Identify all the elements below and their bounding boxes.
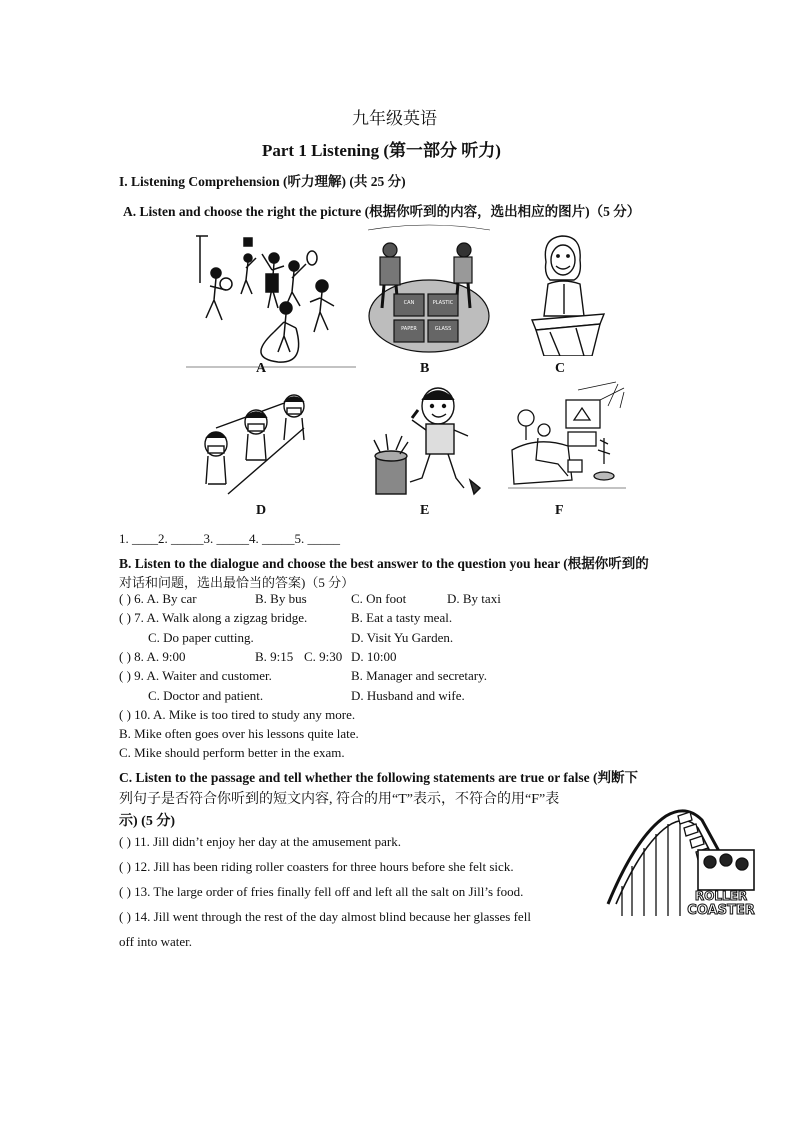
q6-option-c: C. On foot	[351, 591, 407, 606]
q9-option-d: D. Husband and wife.	[351, 688, 465, 703]
question-7: ( ) 7. A. Walk along a zigzag bridge.	[119, 610, 308, 625]
part-c-heading: C. Listen to the passage and tell whether the following statements are true or false (判断下	[119, 770, 638, 785]
q6-option-b: B. By bus	[255, 591, 307, 606]
roller-coaster-picture	[606, 806, 756, 918]
q8-option-b: B. 9:15	[255, 649, 294, 664]
q7-option-c: C. Do paper cutting.	[148, 630, 254, 645]
q6-option-d: D. By taxi	[447, 591, 501, 606]
part-c-heading-cont: 列句子是否符合你听到的短文内容, 符合的用“T”表示，不符合的用“F”表	[119, 792, 560, 807]
question-8: ( ) 8. A. 9:00	[119, 649, 186, 664]
statement-14: ( ) 14. Jill went through the rest of the day almost blind because her glasses fell	[119, 909, 531, 924]
part-b-heading: B. Listen to the dialogue and choose the best answer to the question you hear (根据你听到的	[119, 556, 649, 571]
part-c-heading-line3: 示) (5 分)	[119, 814, 175, 829]
statement-12: ( ) 12. Jill has been riding roller coasters for three hours before she felt sick.	[119, 859, 514, 874]
q7-option-b: B. Eat a tasty meal.	[351, 610, 453, 625]
picture-label-f: F	[555, 503, 564, 518]
q10-option-b: B. Mike often goes over his lessons quite late.	[119, 726, 359, 741]
q10-option-c: C. Mike should perform better in the exam.	[119, 745, 345, 760]
q9-option-b: B. Manager and secretary.	[351, 668, 487, 683]
q7-option-d: D. Visit Yu Garden.	[351, 630, 454, 645]
picture-label-b: B	[420, 361, 430, 376]
picture-label-d: D	[256, 503, 267, 518]
part-c-heading-cont2	[119, 810, 175, 830]
coaster-sign-line-2: COASTER	[687, 903, 755, 918]
bin-label-paper: PAPER	[401, 326, 417, 332]
part-a-heading: A. Listen and choose the right the picture (根据你听到的内容，选出相应的图片)（5 分）	[123, 204, 641, 219]
coaster-sign-line-1: ROLLER	[694, 889, 748, 903]
question-6: ( ) 6. A. By car	[119, 591, 197, 606]
page-title: 九年级英语	[352, 109, 437, 128]
statement-14-cont: off into water.	[119, 934, 193, 949]
bin-label-glass: GLASS	[434, 326, 452, 332]
sports-people-picture	[186, 228, 356, 368]
statement-13: ( ) 13. The large order of fries finally fell off and left all the salt on Jill’s food.	[119, 884, 524, 899]
picture-label-c: C	[555, 361, 566, 376]
q8-option-d: D. 10:00	[351, 649, 397, 664]
q8-option-c: C. 9:30	[304, 649, 343, 664]
recycling-bins-picture	[366, 224, 492, 356]
boy-littering-picture	[360, 384, 492, 500]
part-a-answer-line: 1. ____2. _____3. _____4. _____5. _____	[119, 531, 340, 546]
woman-watching-tv-picture	[508, 380, 626, 492]
picture-label-a: A	[256, 361, 267, 376]
picture-label-e: E	[420, 503, 430, 518]
page-subtitle: Part 1 Listening (第一部分 听力)	[262, 141, 501, 160]
section-heading: I. Listening Comprehension (听力理解) (共 25 分)	[119, 174, 406, 189]
part-b-heading-cont: 对话和问题，选出最恰当的答案)（5 分）	[119, 575, 355, 590]
q9-option-c: C. Doctor and patient.	[148, 688, 264, 703]
woman-at-podium-picture	[520, 232, 610, 356]
question-10: ( ) 10. A. Mike is too tired to study any more.	[119, 707, 356, 722]
question-9: ( ) 9. A. Waiter and customer.	[119, 668, 272, 683]
bin-label-plastic: PLASTIC	[432, 300, 454, 306]
masked-students-picture	[198, 388, 308, 496]
statement-11: ( ) 11. Jill didn’t enjoy her day at the amusement park.	[119, 834, 401, 849]
bin-label-can: CAN	[403, 300, 415, 306]
